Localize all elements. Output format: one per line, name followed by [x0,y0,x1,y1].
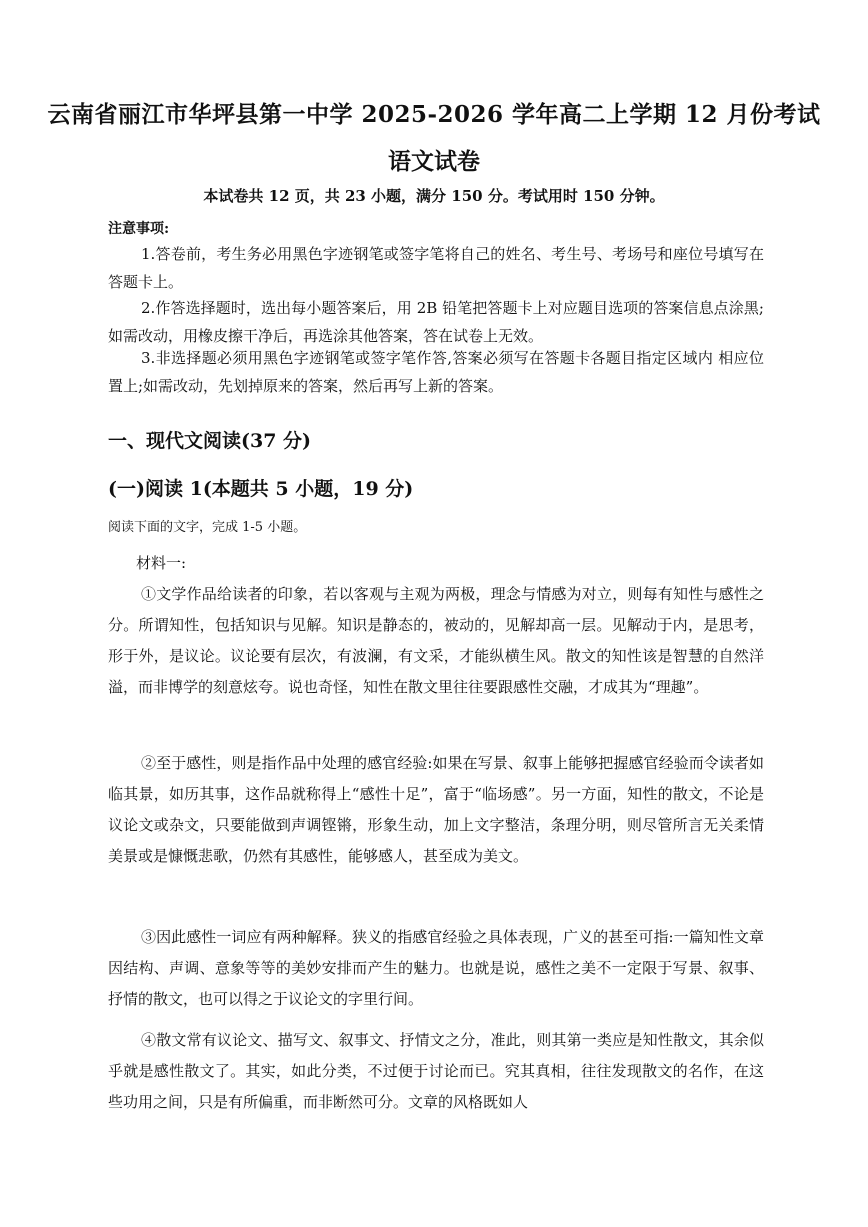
notice-item-text: 3.非选择题必须用黑色字迹钢笔或签字笔作答,答案必须写在答题卡各题目指定区域内 相应位置上;如需改动，先划掉原来的答案，然后再写上新的答案。 [108,349,764,395]
notice-item-text: 1.答卷前，考生务必用黑色字迹钢笔或签字笔将自己的姓名、考生号、考场号和座位号填写在答题卡上。 [108,245,764,291]
exam-title: 云南省丽江市华坪县第一中学 2025-2026 学年高二上学期 12 月份考试 [47,101,821,128]
paragraph-text: ②至于感性，则是指作品中处理的感官经验:如果在写景、叙事上能够把握感官经验而令读者如临其景，如历其事，这作品就称得上“感性十足”，富于“临场感”。另一方面，知性的散文，不论是议论文或杂文，只要能做到声调铿锵，形象生动，加上文字整洁，条理分明，则尽管所言无关柔情美景或是慷慨悲歌，仍然有其感性，能够感人，甚至成为美文。 [108,754,764,865]
paragraph [108,579,764,703]
paragraph-text: ④散文常有议论文、描写文、叙事文、抒情文之分，准此，则其第一类应是知性散文，其余似乎就是感性散文了。其实，如此分类，不过便于讨论而已。究其真相，往往发现散文的名作，在这些功用之间，只是有所偏重，而非断然可分。文章的风格既如人 [108,1031,764,1111]
notice-item [108,240,764,296]
notice-heading: 注意事项: [108,221,170,237]
exam-subtitle: 语文试卷 [388,148,480,175]
paragraph-text: ①文学作品给读者的印象，若以客观与主观为两极，理念与情感为对立，则每有知性与感性之分。所谓知性，包括知识与见解。知识是静态的，被动的，见解却高一层。见解动于内，是思考，形于外，是议论。议论要有层次，有波澜，有文采，才能纵横生风。散文的知性该是智慧的自然洋溢，而非博学的刻意炫夸。说也奇怪，知性在散文里往往要跟感性交融，才成其为“理趣”。 [108,585,764,696]
instruction-text: 阅读下面的文字，完成 1-5 小题。 [108,520,307,535]
paragraph [108,922,764,1015]
paragraph [108,748,764,872]
paragraph-text: ③因此感性一词应有两种解释。狭义的指感官经验之具体表现，广义的甚至可指:一篇知性文章因结构、声调、意象等等的美妙安排而产生的魅力。也就是说，感性之美不一定限于写景、叙事、抒情的散文，也可以得之于议论文的字里行间。 [108,928,764,1008]
material-label: 材料一: [136,554,187,572]
paragraph [108,1025,764,1118]
notice-item [108,344,764,400]
exam-meta: 本试卷共 12 页，共 23 小题，满分 150 分。考试用时 150 分钟。 [203,187,665,205]
section-heading: 一、现代文阅读(37 分) [108,430,312,452]
part-heading: (一)阅读 1(本题共 5 小题，19 分) [108,478,414,500]
notice-item [108,294,764,350]
notice-item-text: 2.作答选择题时，选出每小题答案后，用 2B 铅笔把答题卡上对应题目选项的答案信息点涂黑;如需改动，用橡皮擦干净后，再选涂其他答案，答在试卷上无效。 [108,299,764,345]
